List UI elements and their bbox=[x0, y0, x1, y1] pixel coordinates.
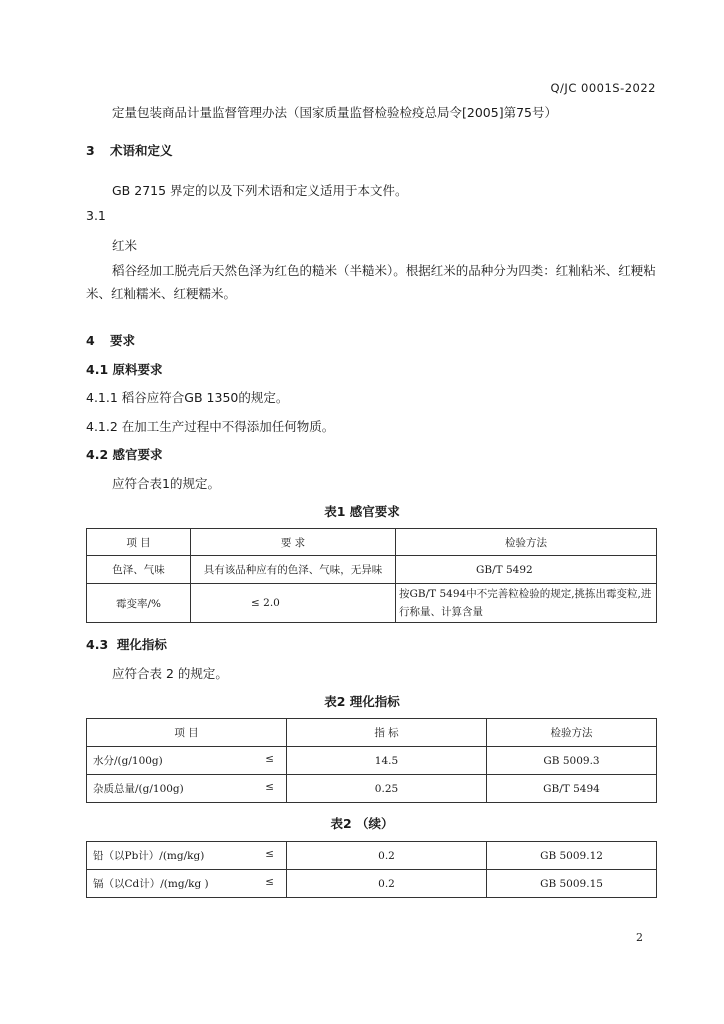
table-cell: 具有该品种应有的色泽、气味，无异味 bbox=[191, 556, 396, 584]
table-row bbox=[87, 584, 657, 623]
table-cell bbox=[87, 775, 287, 803]
table-row bbox=[87, 870, 657, 898]
table-cell bbox=[87, 870, 287, 898]
table-row bbox=[87, 775, 657, 803]
table-cell: GB 5009.3 bbox=[487, 747, 657, 775]
table-2-continued bbox=[86, 841, 657, 898]
regulation-reference: 定量包装商品计量监督管理办法（国家质量监督检验检疫总局令[2005]第75号） bbox=[112, 105, 557, 120]
term-number: 3.1 bbox=[86, 208, 106, 223]
table-cell: 14.5 bbox=[287, 747, 487, 775]
table-row bbox=[87, 556, 657, 584]
section-title: 理化指标 bbox=[116, 637, 167, 652]
section-3-heading bbox=[86, 141, 173, 159]
table-1-sensory bbox=[86, 528, 657, 623]
table-2-continued-caption: 表2 （续） bbox=[330, 816, 394, 831]
section-number: 4.2 bbox=[86, 447, 109, 462]
header-cell: 检验方法 bbox=[396, 529, 657, 556]
table-cell: 0.2 bbox=[287, 842, 487, 870]
section-4-2-heading bbox=[86, 445, 163, 463]
clause-number: 4.1.2 bbox=[86, 419, 118, 434]
section-number: 4.1 bbox=[86, 362, 109, 377]
clause-4-1-2 bbox=[86, 417, 334, 435]
table-2-caption: 表2 理化指标 bbox=[324, 694, 400, 709]
table-row bbox=[87, 842, 657, 870]
section-title: 感官要求 bbox=[112, 447, 163, 462]
clause-text: 在加工生产过程中不得添加任何物质。 bbox=[121, 419, 335, 434]
clause-4-1-1 bbox=[86, 388, 288, 406]
limit-symbol: ≤ bbox=[265, 781, 274, 793]
table-header-row bbox=[87, 529, 657, 556]
section-number: 4.3 bbox=[86, 637, 109, 652]
standard-code: Q/JC 0001S-2022 bbox=[550, 81, 656, 95]
section-number: 3 bbox=[86, 143, 95, 158]
table-cell: 色泽、气味 bbox=[87, 556, 191, 584]
clause-text: 稻谷应符合GB 1350的规定。 bbox=[121, 390, 289, 405]
table-cell: 按GB/T 5494中不完善粒检验的规定,挑拣出霉变粒,进行称量、计算含量 bbox=[396, 584, 657, 623]
table-cell: 霉变率/% bbox=[87, 584, 191, 623]
limit-symbol: ≤ bbox=[265, 848, 274, 860]
section-4-2-text: 应符合表1的规定。 bbox=[112, 476, 220, 491]
table-cell: 0.2 bbox=[287, 870, 487, 898]
item-label: 镉（以Cd计）/(mg/kg ) bbox=[93, 878, 209, 890]
item-label: 铅（以Pb计）/(mg/kg) bbox=[93, 850, 205, 862]
table-header-row bbox=[87, 719, 657, 747]
term-definition: 稻谷经加工脱壳后天然色泽为红色的糙米（半糙米）。根据红米的品种分为四类：红籼粘米、红粳粘米、红籼糯米、红粳糯米。 bbox=[86, 263, 656, 301]
table-cell bbox=[87, 842, 287, 870]
item-label: 水分/(g/100g) bbox=[93, 755, 163, 767]
section-title: 要求 bbox=[110, 333, 136, 348]
section-title: 原料要求 bbox=[112, 362, 163, 377]
table-row bbox=[87, 747, 657, 775]
table-cell bbox=[87, 747, 287, 775]
section-number: 4 bbox=[86, 333, 95, 348]
table-cell: GB/T 5492 bbox=[396, 556, 657, 584]
section-4-3-heading bbox=[86, 635, 167, 653]
section-title: 术语和定义 bbox=[110, 143, 173, 158]
table-cell: ≤ 2.0 bbox=[191, 584, 396, 623]
header-cell: 要 求 bbox=[191, 529, 396, 556]
header-cell: 检验方法 bbox=[487, 719, 657, 747]
table-1-caption: 表1 感官要求 bbox=[324, 504, 400, 519]
table-cell: GB 5009.15 bbox=[487, 870, 657, 898]
header-cell: 指 标 bbox=[287, 719, 487, 747]
section-4-heading bbox=[86, 331, 135, 349]
term-name: 红米 bbox=[112, 238, 138, 253]
limit-symbol: ≤ bbox=[265, 753, 274, 765]
clause-number: 4.1.1 bbox=[86, 390, 118, 405]
table-cell: GB 5009.12 bbox=[487, 842, 657, 870]
limit-symbol: ≤ bbox=[265, 876, 274, 888]
page-number: 2 bbox=[636, 931, 643, 944]
section-4-3-text: 应符合表 2 的规定。 bbox=[112, 666, 228, 681]
header-cell: 项 目 bbox=[87, 529, 191, 556]
table-cell: 0.25 bbox=[287, 775, 487, 803]
section-4-1-heading bbox=[86, 360, 163, 378]
item-label: 杂质总量/(g/100g) bbox=[93, 783, 184, 795]
header-cell: 项 目 bbox=[87, 719, 287, 747]
section-3-intro: GB 2715 界定的以及下列术语和定义适用于本文件。 bbox=[112, 183, 408, 198]
table-cell: GB/T 5494 bbox=[487, 775, 657, 803]
table-2-physicochemical bbox=[86, 718, 657, 803]
